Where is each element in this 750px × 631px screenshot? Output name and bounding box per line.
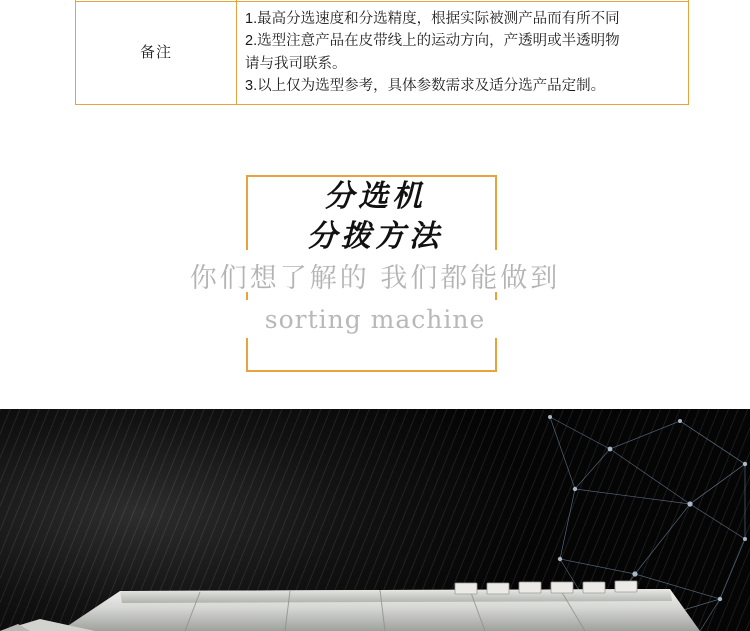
section-subtitle-en: sorting machine [264,305,486,334]
note-item: 3.以上仅为选型参考，具体参数需求及适分选产品定制。 [245,78,606,95]
section-title-line1: 分选机 [324,179,426,214]
section-title [0,179,750,254]
conveyor-machine-photo [0,561,750,631]
table-cell-label: 备注 [76,1,237,104]
note-item: 1.最高分选速度和分选精度，根据实际被测产品而有所不同 [245,10,620,27]
note-item: 请与我司联系。 [245,55,347,72]
section-subtitle-cn: 你们想了解的 我们都能做到 [189,263,561,293]
note-item: 2.选型注意产品在皮带线上的运动方向，产透明或半透明物 [245,33,620,50]
table-cell-notes [237,1,689,104]
spec-table [75,0,689,105]
table-row [76,1,689,104]
hero-banner [0,409,750,631]
section-title-line2: 分拨方法 [307,219,443,254]
